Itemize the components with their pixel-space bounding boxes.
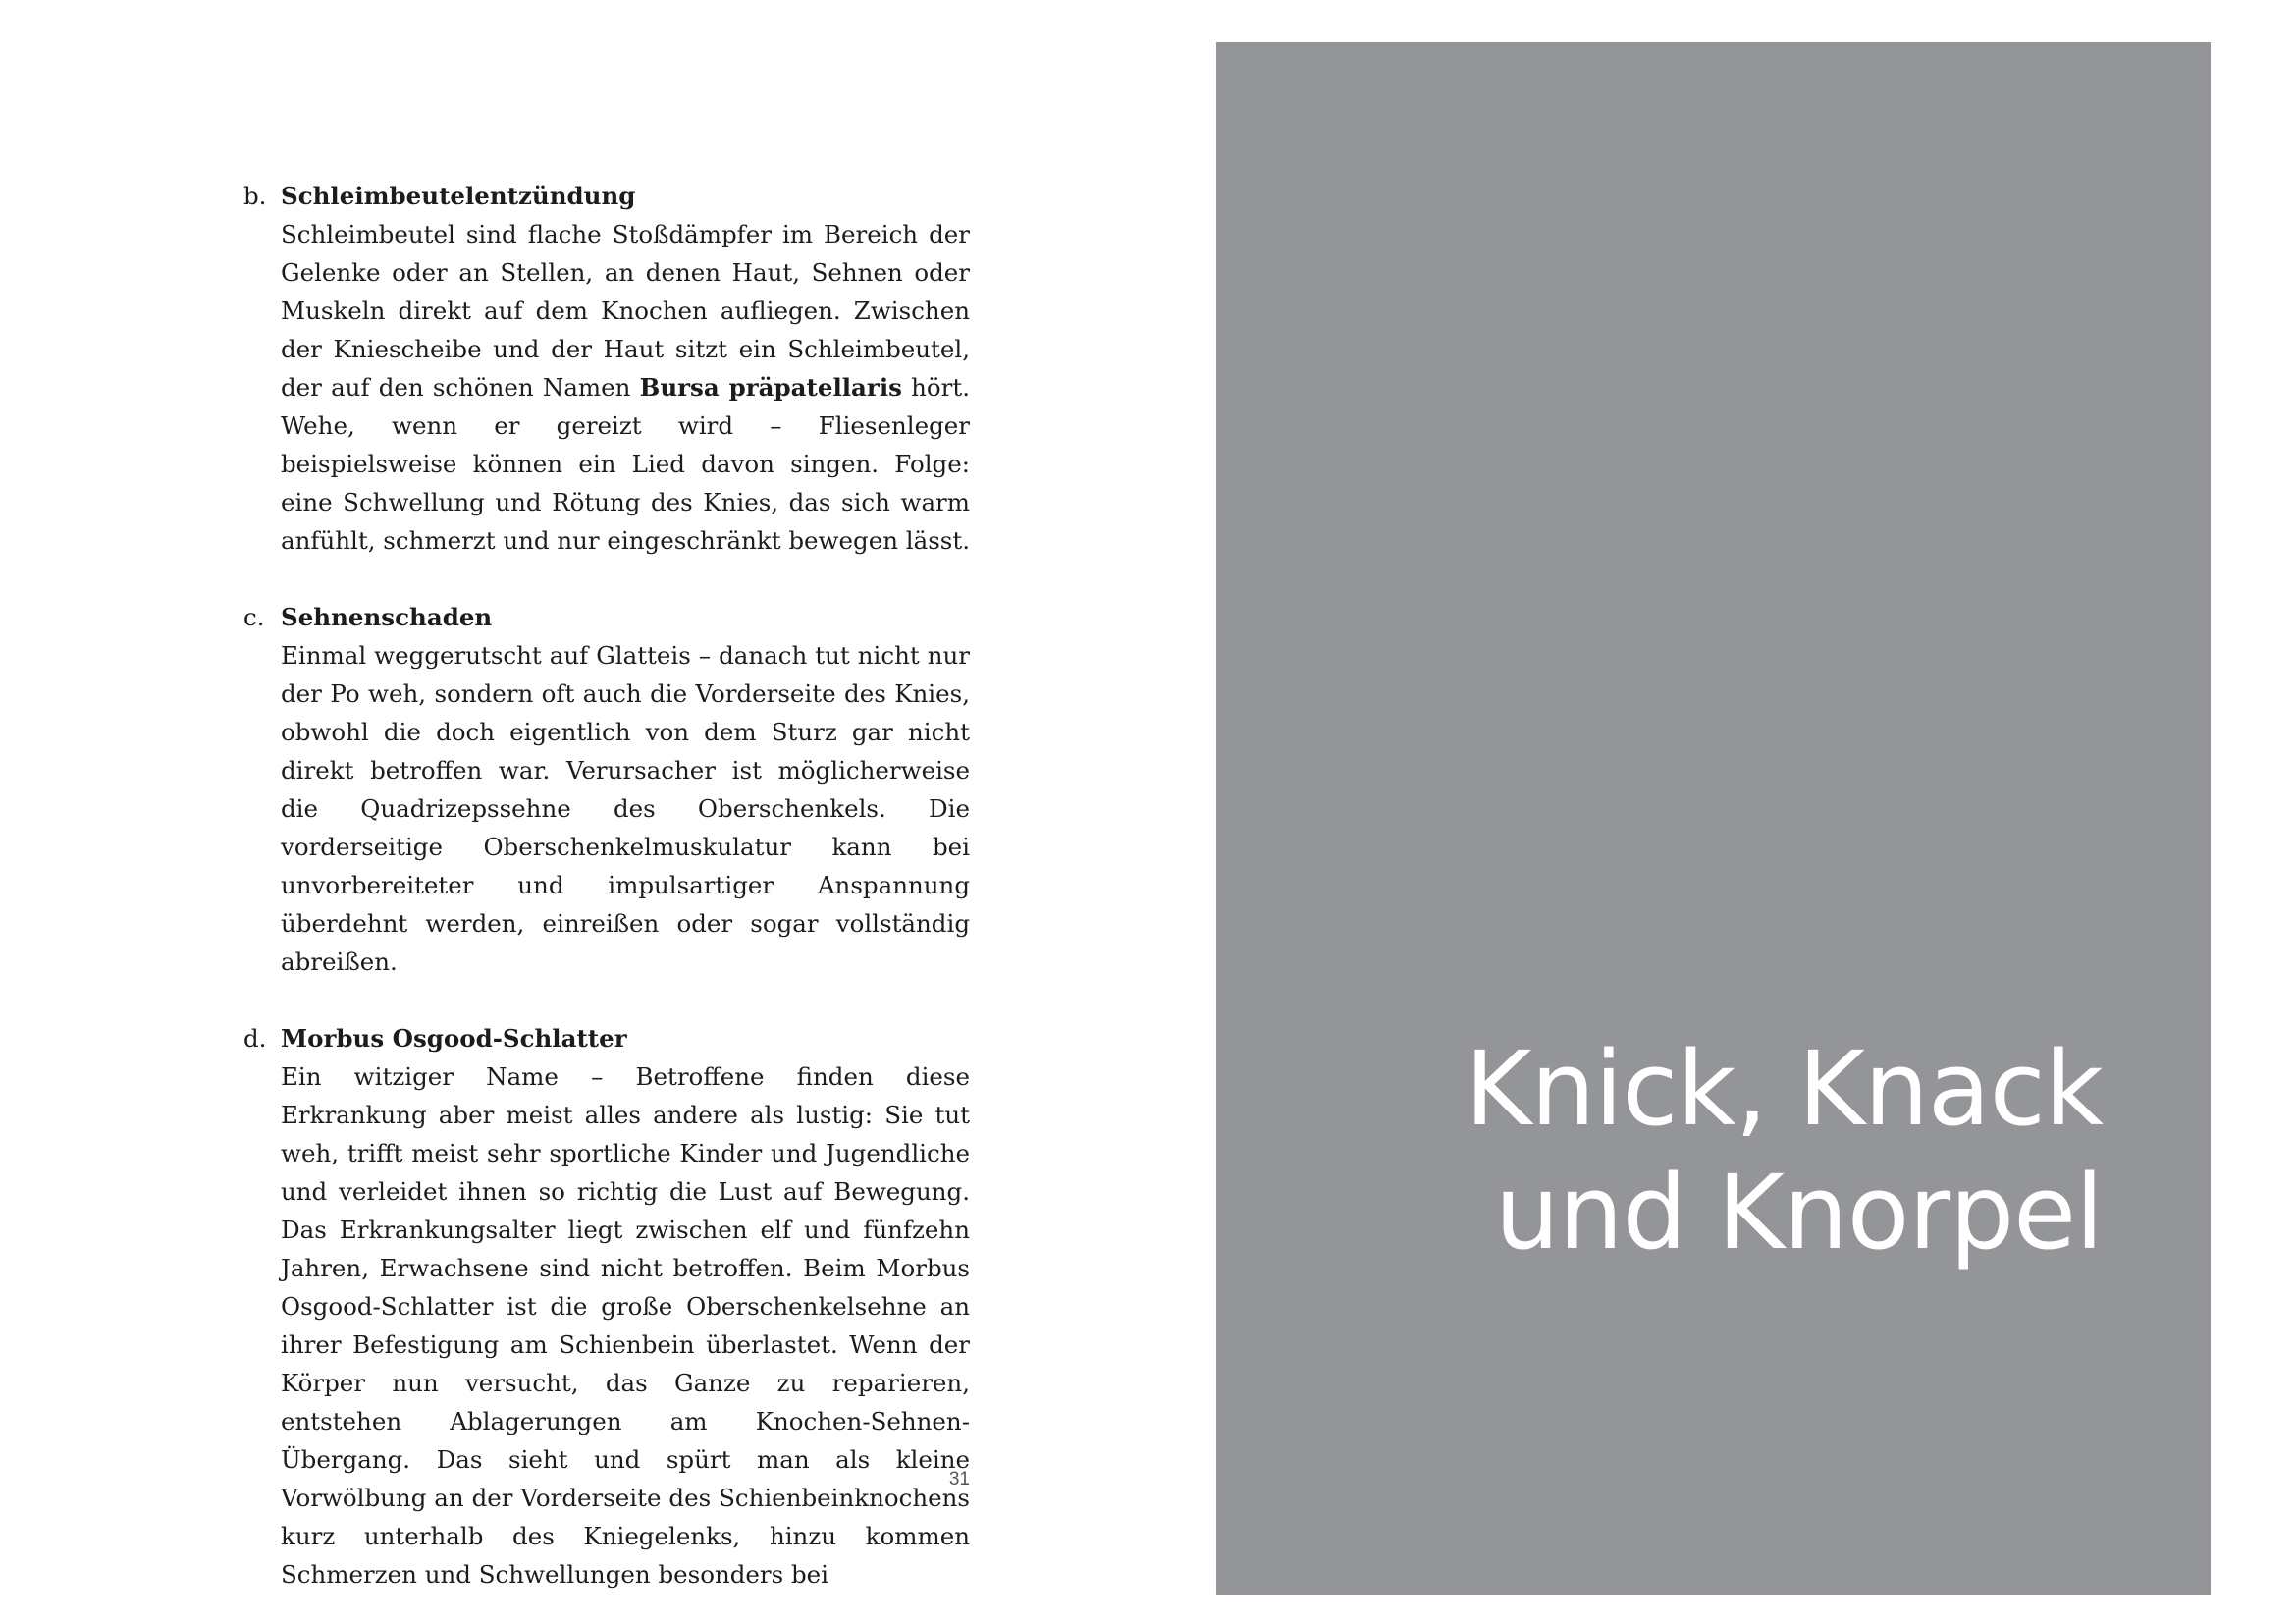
chapter-title-line: Knick, Knack [1465, 1029, 2103, 1149]
chapter-title [1465, 1027, 2103, 1274]
chapter-title-line: und Knorpel [1494, 1153, 2103, 1272]
paragraph-text: hört. Wehe, wenn er gereizt wird – Fliesenleger beispielsweise können ein Lied davon singen. Folge: eine Schwellung und Rötung des Knies, das sich warm anfühlt, schmerzt und nur eingeschränkt bewegen lässt. [281, 373, 970, 555]
list-item-tendon-damage [243, 598, 970, 981]
item-heading: Schleimbeutelentzündung [281, 182, 636, 210]
page-number: 31 [948, 1469, 970, 1489]
item-paragraph [281, 215, 970, 560]
list-item-bursitis [243, 177, 970, 560]
list-marker: d. [243, 1024, 267, 1053]
bold-term: Bursa präpatellaris [639, 373, 902, 402]
item-paragraph: Ein witziger Name – Betroffene finden diese Erkrankung aber meist alles andere als lustig: Sie tut weh, trifft meist sehr sportliche Kinder und Jugendliche und verleidet ihnen so richtig die Lust auf Bewegung. Das Erkrankungsalter liegt zwischen elf und fünfzehn Jahren, Erwachsene sind nicht betroffen. Beim Morbus Osgood-Schlatter ist die große Oberschenkelsehne an ihrer Befestigung am Schienbein überlastet. Wenn der Körper nun versucht, das Ganze zu reparieren, entstehen Ablagerungen am Knochen-Sehnen-Übergang. Das sieht und spürt man als kleine Vorwölbung an der Vorderseite des Schienbeinknochens kurz unterhalb des Kniegelenks, hinzu kommen Schmerzen und Schwellungen besonders bei [281, 1062, 970, 1589]
list-marker: b. [243, 182, 267, 210]
body-text [243, 177, 970, 1624]
item-heading: Sehnenschaden [281, 603, 493, 631]
list-item-osgood-schlatter [243, 1019, 970, 1594]
item-paragraph: Einmal weggerutscht auf Glatteis – danach tut nicht nur der Po weh, sondern oft auch die Vorderseite des Knies, obwohl die doch eigentlich von dem Sturz gar nicht direkt betroffen war. Verursacher ist möglicherweise die Quadrizepssehne des Oberschenkels. Die vorderseitige Oberschenkelmuskulatur kann bei unvorbereiteter und impulsartiger Anspannung überdehnt werden, einreißen oder sogar vollständig abreißen. [281, 641, 970, 976]
list-marker: c. [243, 603, 265, 631]
chapter-title-panel [1216, 42, 2211, 1595]
item-heading: Morbus Osgood-Schlatter [281, 1024, 627, 1053]
paragraph-text: Schleimbeutel sind flache Stoßdämpfer im Bereich der Gelenke oder an Stellen, an denen Haut, Sehnen oder Muskeln direkt auf dem Knochen aufliegen. Zwischen der Kniescheibe und der Haut sitzt ein Schleimbeutel, der auf den schönen Namen [281, 220, 970, 402]
